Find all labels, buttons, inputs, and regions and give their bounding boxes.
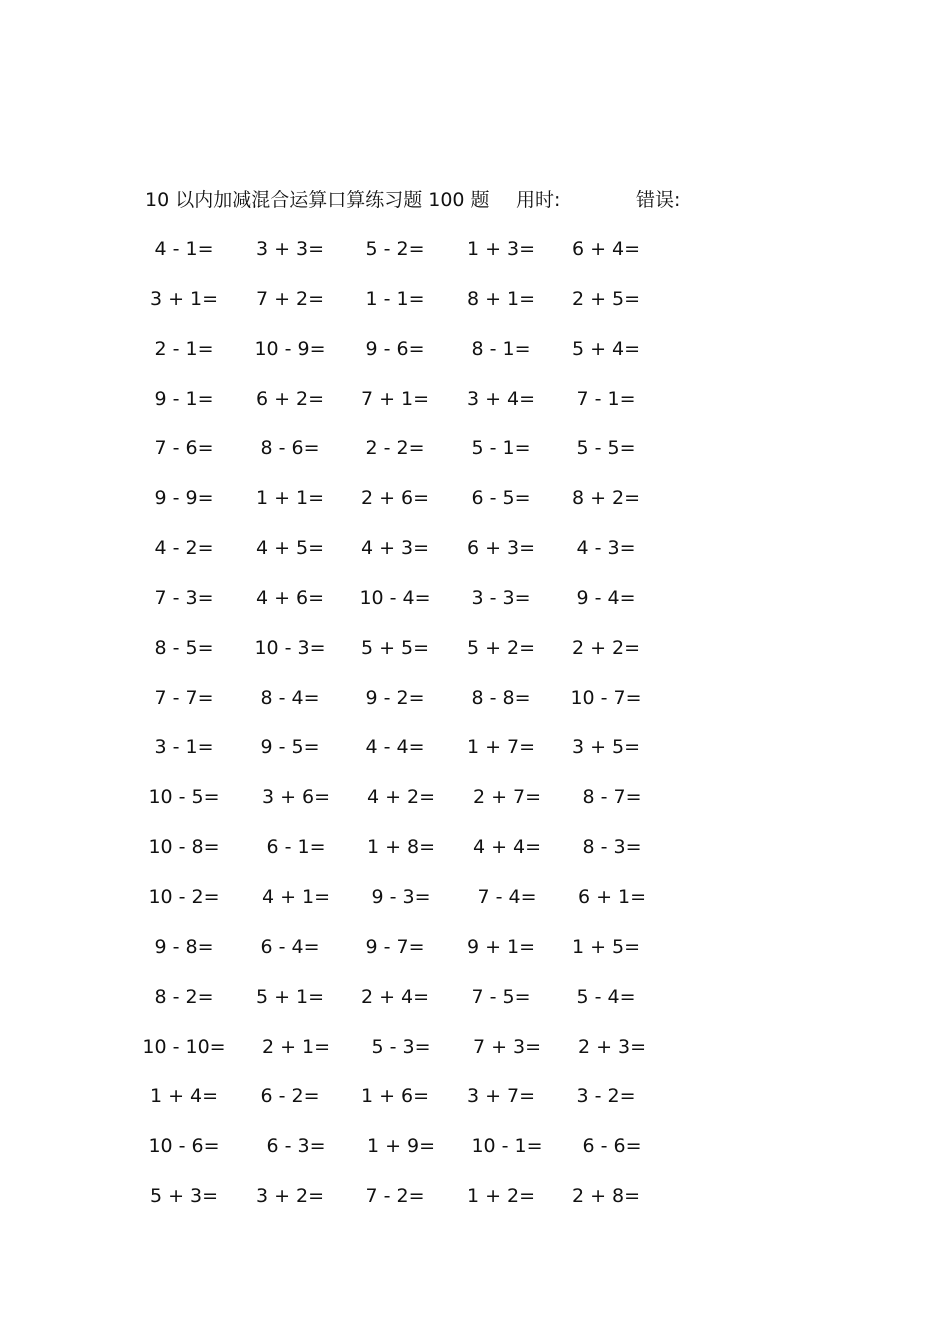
problem-item: 6 + 3=	[466, 537, 536, 560]
problem-item: 9 - 1=	[154, 387, 214, 410]
problem-item: 9 - 9=	[154, 487, 214, 510]
problem-item: 4 - 1=	[154, 238, 214, 260]
problem-item: 7 - 2=	[365, 1185, 425, 1208]
problem-item: 9 - 2=	[365, 686, 425, 709]
problem-item: 2 + 8=	[571, 1185, 641, 1208]
problem-item: 2 + 3=	[577, 1035, 647, 1058]
problem-row	[0, 236, 950, 286]
problem-item: 10 - 1=	[471, 1135, 543, 1158]
problem-row	[0, 1034, 950, 1084]
problem-item: 1 + 8=	[366, 836, 436, 859]
problem-item: 1 + 5=	[571, 935, 641, 958]
problem-item: 6 - 5=	[471, 487, 531, 510]
problem-item: 10 - 3=	[254, 636, 326, 659]
problem-item: 8 - 3=	[582, 836, 642, 859]
problem-item: 1 + 7=	[466, 736, 536, 759]
problem-item: 2 + 6=	[360, 487, 430, 510]
problem-item: 8 - 8=	[471, 686, 531, 709]
problem-item: 10 - 7=	[570, 686, 642, 709]
problem-item: 6 - 2=	[260, 1085, 320, 1108]
problem-item: 8 - 6=	[260, 437, 320, 460]
problem-item: 8 - 7=	[582, 786, 642, 809]
problem-item: 9 - 5=	[260, 736, 320, 759]
problem-item: 7 - 3=	[154, 586, 214, 609]
problem-item: 1 + 3=	[466, 238, 536, 260]
problem-item: 7 + 1=	[360, 387, 430, 410]
problem-item: 10 - 2=	[148, 885, 220, 908]
problem-item: 6 + 4=	[571, 238, 641, 260]
problem-item: 4 - 3=	[576, 537, 636, 560]
problem-row	[0, 1133, 950, 1183]
problem-item: 7 - 5=	[471, 985, 531, 1008]
problem-item: 1 + 6=	[360, 1085, 430, 1108]
problem-item: 6 - 6=	[582, 1135, 642, 1158]
problem-item: 3 + 1=	[149, 287, 219, 310]
problem-item: 7 + 3=	[472, 1035, 542, 1058]
problem-item: 1 + 1=	[255, 487, 325, 510]
problem-item: 4 + 1=	[261, 885, 331, 908]
problem-item: 3 + 5=	[571, 736, 641, 759]
problem-item: 3 - 2=	[576, 1085, 636, 1108]
problem-item: 7 - 6=	[154, 437, 214, 460]
problem-item: 8 + 1=	[466, 287, 536, 310]
problem-item: 1 + 9=	[366, 1135, 436, 1158]
problem-item: 5 + 4=	[571, 337, 641, 360]
problem-row	[0, 884, 950, 934]
problem-item: 2 - 2=	[365, 437, 425, 460]
problem-row	[0, 485, 950, 535]
problem-item: 4 + 5=	[255, 537, 325, 560]
problem-item: 5 - 2=	[365, 238, 425, 260]
problem-item: 5 + 3=	[149, 1185, 219, 1208]
problem-item: 3 + 3=	[255, 238, 325, 260]
problem-item: 10 - 5=	[148, 786, 220, 809]
problem-item: 2 + 4=	[360, 985, 430, 1008]
problem-row	[0, 734, 950, 784]
problem-item: 6 + 2=	[255, 387, 325, 410]
problem-grid	[0, 236, 950, 1233]
worksheet-title: 10 以内加减混合运算口算练习题 100 题	[145, 189, 490, 211]
problem-item: 10 - 10=	[142, 1035, 226, 1058]
problem-item: 7 - 1=	[576, 387, 636, 410]
problem-item: 3 + 6=	[261, 786, 331, 809]
problem-row	[0, 585, 950, 635]
problem-item: 8 - 5=	[154, 636, 214, 659]
problem-item: 6 + 1=	[577, 885, 647, 908]
problem-item: 1 + 2=	[466, 1185, 536, 1208]
problem-item: 3 - 3=	[471, 586, 531, 609]
problem-item: 2 + 2=	[571, 636, 641, 659]
problem-item: 3 + 2=	[255, 1185, 325, 1208]
problem-item: 4 - 2=	[154, 537, 214, 560]
problem-item: 4 + 4=	[472, 836, 542, 859]
problem-item: 8 - 1=	[471, 337, 531, 360]
problem-row	[0, 336, 950, 386]
problem-item: 10 - 8=	[148, 836, 220, 859]
problem-item: 3 + 7=	[466, 1085, 536, 1108]
problem-item: 6 - 3=	[266, 1135, 326, 1158]
problem-row	[0, 286, 950, 336]
problem-item: 3 - 1=	[154, 736, 214, 759]
problem-item: 5 - 3=	[371, 1035, 431, 1058]
problem-item: 2 + 1=	[261, 1035, 331, 1058]
problem-item: 6 - 4=	[260, 935, 320, 958]
problem-item: 5 - 1=	[471, 437, 531, 460]
problem-item: 8 - 2=	[154, 985, 214, 1008]
problem-row	[0, 685, 950, 735]
problem-item: 4 + 2=	[366, 786, 436, 809]
problem-item: 3 + 4=	[466, 387, 536, 410]
problem-item: 1 - 1=	[365, 287, 425, 310]
problem-item: 10 - 6=	[148, 1135, 220, 1158]
problem-item: 5 - 5=	[576, 437, 636, 460]
problem-row	[0, 1183, 950, 1233]
problem-row	[0, 984, 950, 1034]
problem-item: 4 - 4=	[365, 736, 425, 759]
problem-item: 6 - 1=	[266, 836, 326, 859]
problem-item: 9 - 6=	[365, 337, 425, 360]
problem-row	[0, 535, 950, 585]
problem-item: 5 + 1=	[255, 985, 325, 1008]
problem-item: 5 - 4=	[576, 985, 636, 1008]
problem-item: 2 + 7=	[472, 786, 542, 809]
problem-row	[0, 1083, 950, 1133]
problem-item: 8 + 2=	[571, 487, 641, 510]
problem-item: 8 - 4=	[260, 686, 320, 709]
problem-item: 1 + 4=	[149, 1085, 219, 1108]
problem-item: 7 + 2=	[255, 287, 325, 310]
errors-label: 错误:	[636, 189, 681, 211]
problem-row	[0, 934, 950, 984]
problem-row	[0, 784, 950, 834]
problem-item: 2 - 1=	[154, 337, 214, 360]
problem-item: 4 + 6=	[255, 586, 325, 609]
problem-item: 10 - 4=	[359, 586, 431, 609]
problem-item: 9 - 4=	[576, 586, 636, 609]
problem-item: 7 - 7=	[154, 686, 214, 709]
problem-item: 5 + 5=	[360, 636, 430, 659]
problem-item: 4 + 3=	[360, 537, 430, 560]
problem-row	[0, 435, 950, 485]
problem-item: 7 - 4=	[477, 885, 537, 908]
problem-item: 5 + 2=	[466, 636, 536, 659]
problem-item: 9 - 3=	[371, 885, 431, 908]
problem-item: 9 - 8=	[154, 935, 214, 958]
problem-item: 9 + 1=	[466, 935, 536, 958]
problem-item: 2 + 5=	[571, 287, 641, 310]
problem-row	[0, 386, 950, 436]
problem-row	[0, 834, 950, 884]
worksheet-header	[145, 186, 845, 214]
problem-row	[0, 635, 950, 685]
problem-item: 10 - 9=	[254, 337, 326, 360]
time-used-label: 用时:	[516, 189, 561, 211]
problem-item: 9 - 7=	[365, 935, 425, 958]
